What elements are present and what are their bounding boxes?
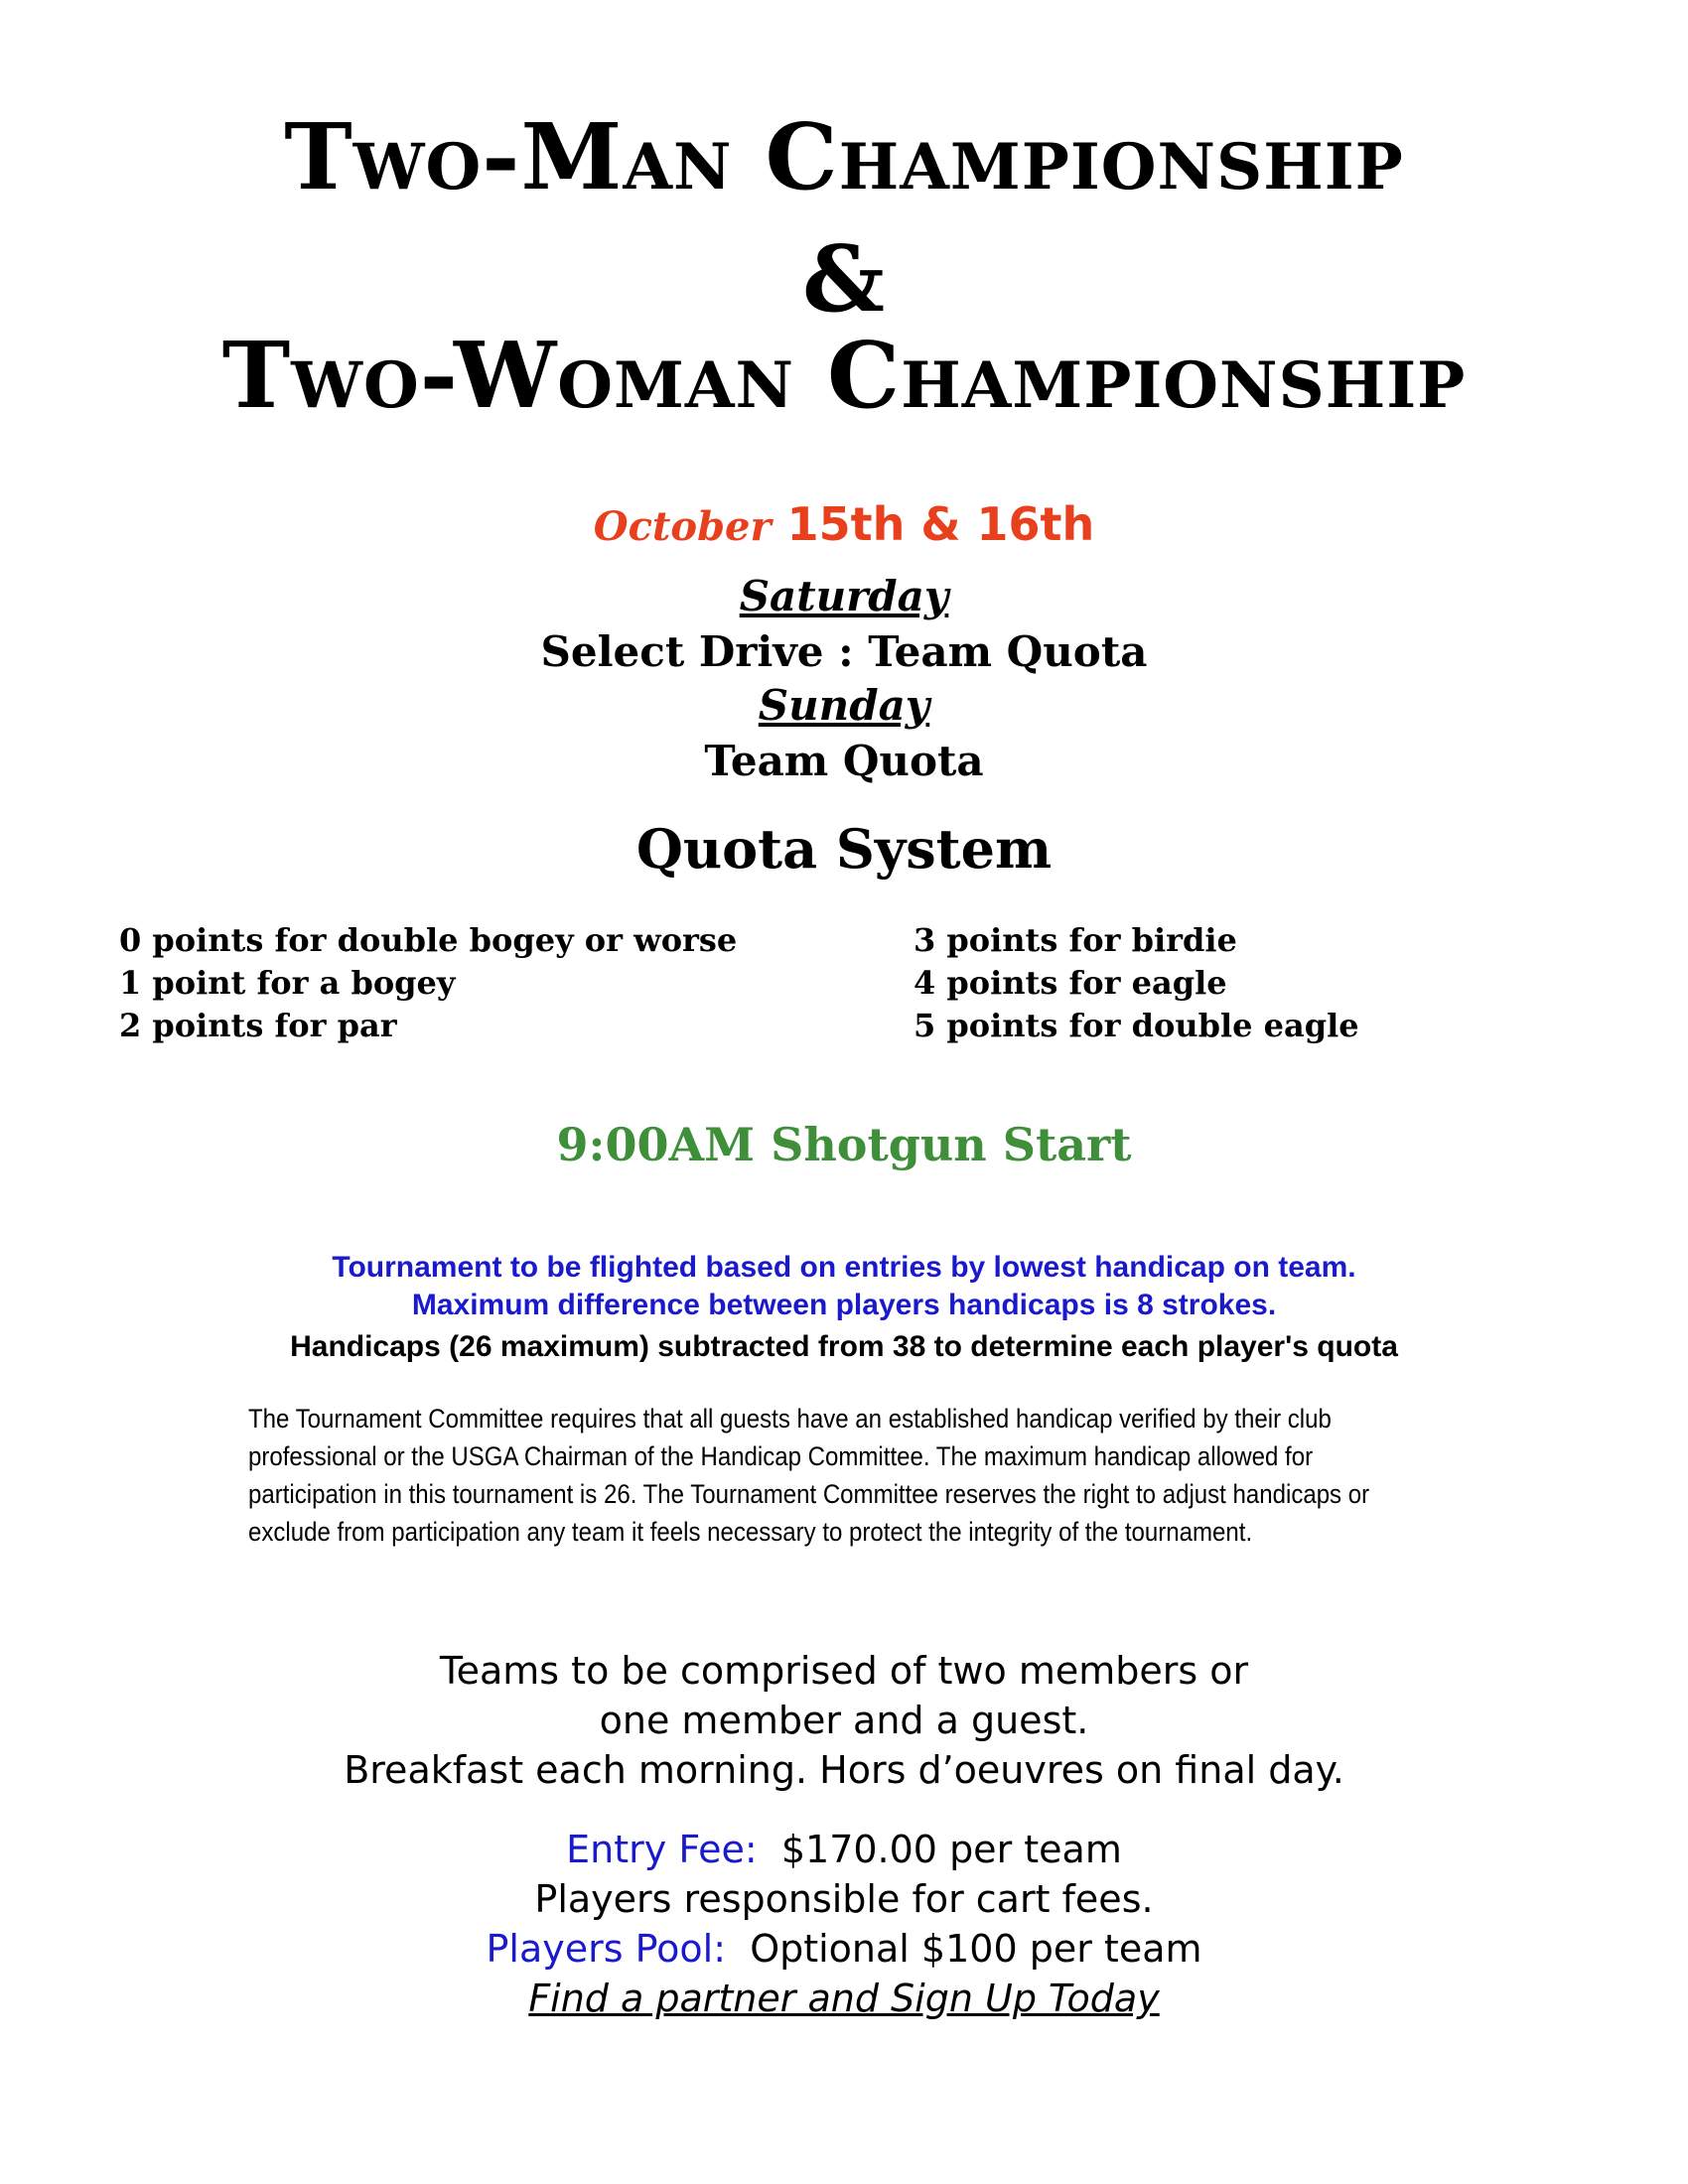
sign-up-cta: Find a partner and Sign Up Today	[528, 1977, 1160, 2020]
quota-heading: Quota System	[635, 817, 1053, 881]
event-month: October	[593, 503, 772, 550]
teams-line-1: Teams to be comprised of two members or	[439, 1649, 1249, 1693]
flighting-line-2: Maximum difference between players handicaps is 8 strokes.	[411, 1289, 1277, 1321]
quota-point-item: 0 points for double bogey or worse	[119, 921, 738, 959]
entry-fee-value: $170.00 per team	[780, 1828, 1122, 1871]
event-days: 15th & 16th	[786, 497, 1095, 551]
quota-point-item: 2 points for par	[119, 1007, 397, 1044]
entry-fee-label: Entry Fee:	[566, 1828, 758, 1871]
schedule-day-2	[0, 681, 1688, 730]
shotgun-start: 9:00AM Shotgun Start	[556, 1118, 1132, 1171]
quota-points-right	[914, 919, 1359, 1047]
day-1-label: Saturday	[739, 572, 949, 620]
cart-fees: Players responsible for cart fees.	[534, 1877, 1154, 1921]
quota-point-item: 4 points for eagle	[914, 964, 1227, 1002]
day-2-label: Sunday	[758, 681, 930, 730]
event-dates	[0, 497, 1688, 551]
quota-point-item: 5 points for double eagle	[914, 1007, 1359, 1044]
day-2-format: Team Quota	[704, 737, 984, 785]
day-1-format: Select Drive : Team Quota	[540, 627, 1148, 676]
quota-point-item: 1 point for a bogey	[119, 964, 456, 1002]
entry-fee	[0, 1828, 1688, 1871]
players-pool-label: Players Pool:	[486, 1927, 727, 1971]
title-ampersand: &	[801, 225, 887, 333]
committee-fine-print: The Tournament Committee requires that all guests have an established handicap verified by their club professional or the USGA Chairman of the Handicap Committee. The maximum handicap allowed for participation in this tournament is 26. The Tournament Committee reserves the right to adjust handicaps or exclude from participation any team it feels necessary to protect the integrity of the tournament.	[248, 1404, 1370, 1547]
handicap-rule: Handicaps (26 maximum) subtracted from 38 to determine each player's quota	[290, 1330, 1398, 1363]
quota-points-left	[119, 919, 737, 1047]
breakfast-line: Breakfast each morning. Hors d’oeuvres on final day.	[344, 1748, 1344, 1792]
flighting-line-1: Tournament to be flighted based on entries by lowest handicap on team.	[332, 1251, 1356, 1284]
teams-line-2: one member and a guest.	[599, 1699, 1089, 1742]
title-line-3: Two-Woman Championship	[221, 322, 1467, 429]
players-pool-value: Optional $100 per team	[750, 1927, 1202, 1971]
players-pool	[0, 1927, 1688, 1971]
title-line-1: Two-Man Championship	[284, 103, 1404, 210]
quota-point-item: 3 points for birdie	[914, 921, 1237, 959]
schedule-day-1	[0, 572, 1688, 620]
